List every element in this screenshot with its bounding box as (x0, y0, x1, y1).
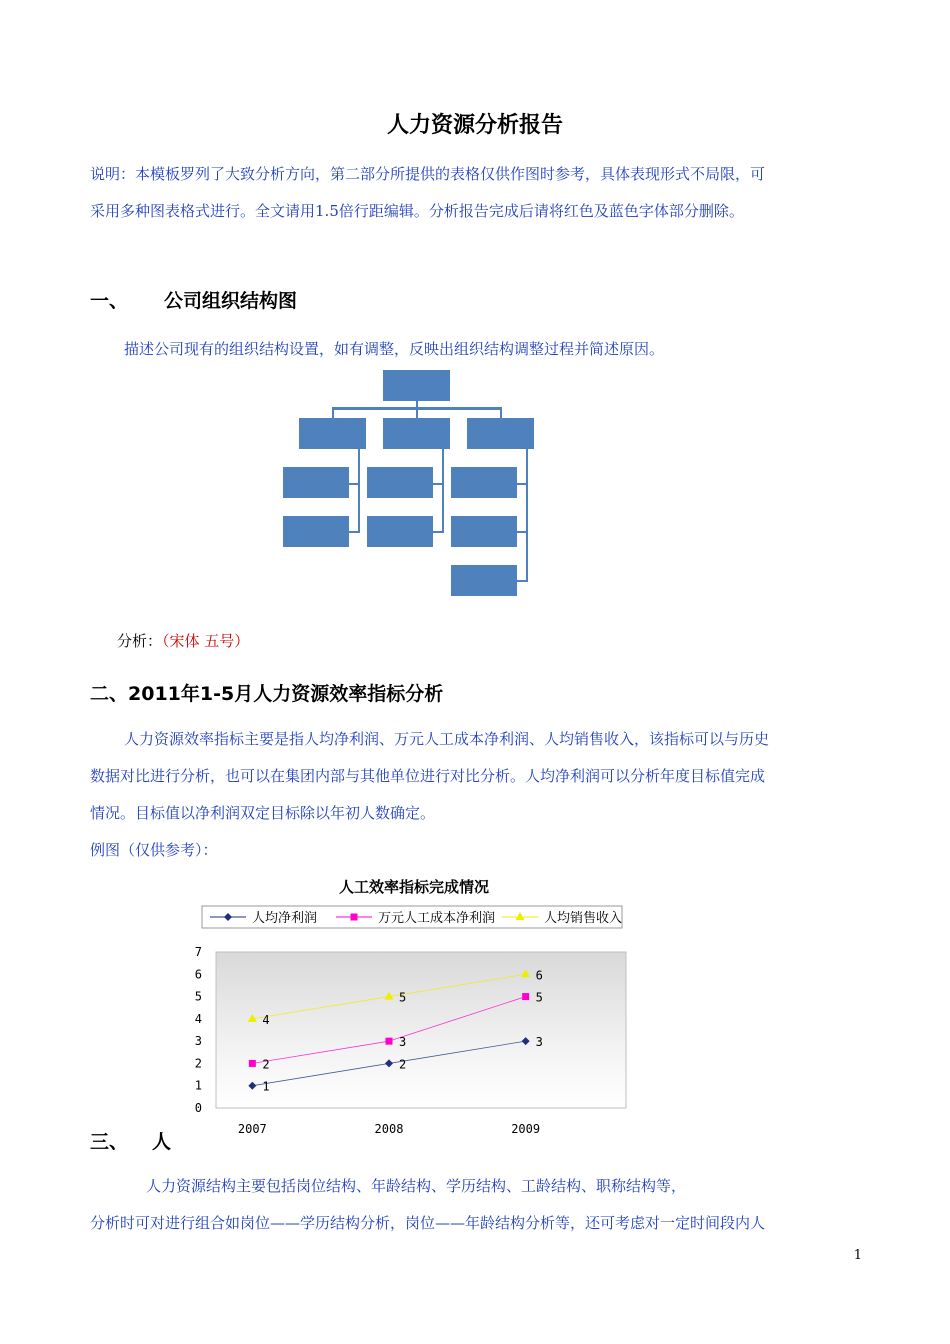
plot-area (216, 952, 626, 1108)
y-tick-label: 0 (194, 1101, 202, 1115)
org-box-level3 (451, 516, 517, 547)
org-connector (517, 483, 527, 485)
org-connector (517, 531, 527, 533)
chart-title: 人工效率指标完成情况 (338, 878, 490, 896)
section2-heading: 二、2011年1-5月人力资源效率指标分析 (90, 683, 444, 705)
org-connector (349, 483, 359, 485)
section2-line-1: 人力资源效率指标主要是指人均净利润、万元人工成本净利润、人均销售收入，该指标可以与历史 (124, 730, 770, 748)
data-label: 3 (535, 1035, 543, 1050)
section2-line-3: 情况。目标值以净利润双定目标除以年初人数确定。 (90, 804, 436, 822)
org-connector (442, 449, 444, 533)
y-axis (195, 945, 202, 1115)
x-tick-label: 2007 (237, 1122, 267, 1136)
section1-heading-text: 公司组织结构图 (164, 290, 298, 312)
chart-legend (202, 906, 622, 928)
y-tick-label: 3 (194, 1034, 202, 1049)
data-label: 2 (262, 1057, 270, 1072)
org-box-top (383, 370, 450, 401)
org-box-level3 (283, 467, 349, 498)
y-tick-label: 5 (194, 989, 202, 1004)
org-connector (358, 449, 360, 533)
org-box-level3 (367, 516, 433, 547)
page-number: 1 (853, 1248, 862, 1263)
x-axis (238, 1122, 540, 1136)
section1-description: 描述公司现有的组织结构设置，如有调整，反映出组织结构调整过程并简述原因。 (124, 340, 665, 358)
marker-square (249, 1060, 256, 1067)
org-box-level2 (467, 418, 534, 449)
section3-line-2: 分析时可对进行组合如岗位——学历结构分析，岗位——年龄结构分析等，还可考虑对一定时间段内人 (90, 1214, 766, 1232)
org-box-level3 (451, 467, 517, 498)
section2-line-2: 数据对比进行分析，也可以在集团内部与其他单位进行对比分析。人均净利润可以分析年度目标值完成 (90, 767, 766, 785)
y-tick-label: 4 (194, 1011, 202, 1026)
data-label: 1 (262, 1079, 270, 1094)
note-paragraph (90, 156, 880, 230)
y-tick-label: 1 (194, 1078, 202, 1093)
y-tick-label: 7 (194, 945, 202, 959)
section3-heading-num: 三、 (90, 1131, 129, 1153)
section3-heading (90, 1127, 171, 1154)
org-box-level3 (367, 467, 433, 498)
section3-line-1: 人力资源结构主要包括岗位结构、年龄结构、学历结构、工龄结构、职称结构等， (146, 1177, 687, 1195)
data-label: 6 (535, 968, 543, 983)
note-line-1: 说明：本模板罗列了大致分析方向，第二部分所提供的表格仅供作图时参考，具体表现形式不局限，可 (90, 165, 766, 183)
example-label: 例图（仅供参考）： (90, 841, 218, 859)
page-title: 人力资源分析报告 (386, 113, 563, 138)
x-tick-label: 2009 (511, 1122, 541, 1136)
data-label: 3 (399, 1035, 407, 1050)
y-tick-label: 2 (194, 1056, 202, 1071)
marker-square (351, 914, 358, 921)
x-tick-label: 2008 (374, 1122, 404, 1136)
section1-heading-num: 一、 (90, 290, 129, 312)
org-connector (349, 531, 359, 533)
legend-label: 人均销售收入 (544, 911, 623, 926)
data-label: 5 (399, 990, 407, 1005)
marker-square (522, 993, 529, 1000)
analysis-hint: （宋体 五号） (162, 632, 250, 650)
analysis-label: 分析： (117, 632, 163, 650)
data-label: 2 (399, 1057, 407, 1072)
org-connector (433, 483, 443, 485)
data-label: 4 (262, 1012, 270, 1027)
marker-square (386, 1038, 393, 1045)
legend-label: 人均净利润 (252, 911, 318, 926)
org-box-level2 (383, 418, 450, 449)
y-tick-label: 6 (194, 967, 202, 982)
section3-paragraph (90, 1168, 880, 1242)
org-box-level3 (283, 516, 349, 547)
section2-paragraph (90, 721, 880, 832)
org-connector (517, 580, 527, 582)
section1-heading (90, 286, 297, 313)
org-connector (433, 531, 443, 533)
efficiency-chart (180, 868, 640, 1140)
legend-label: 万元人工成本净利润 (378, 911, 496, 926)
org-box-level2 (299, 418, 366, 449)
org-box-level3 (451, 565, 517, 596)
data-label: 5 (535, 990, 543, 1005)
section3-heading-text: 人 (152, 1131, 172, 1153)
note-line-2: 采用多种图表格式进行。全文请用1.5倍行距编辑。分析报告完成后请将红色及蓝色字体部分删除。 (90, 202, 744, 220)
org-connector (526, 449, 528, 582)
analysis-line (117, 630, 249, 651)
